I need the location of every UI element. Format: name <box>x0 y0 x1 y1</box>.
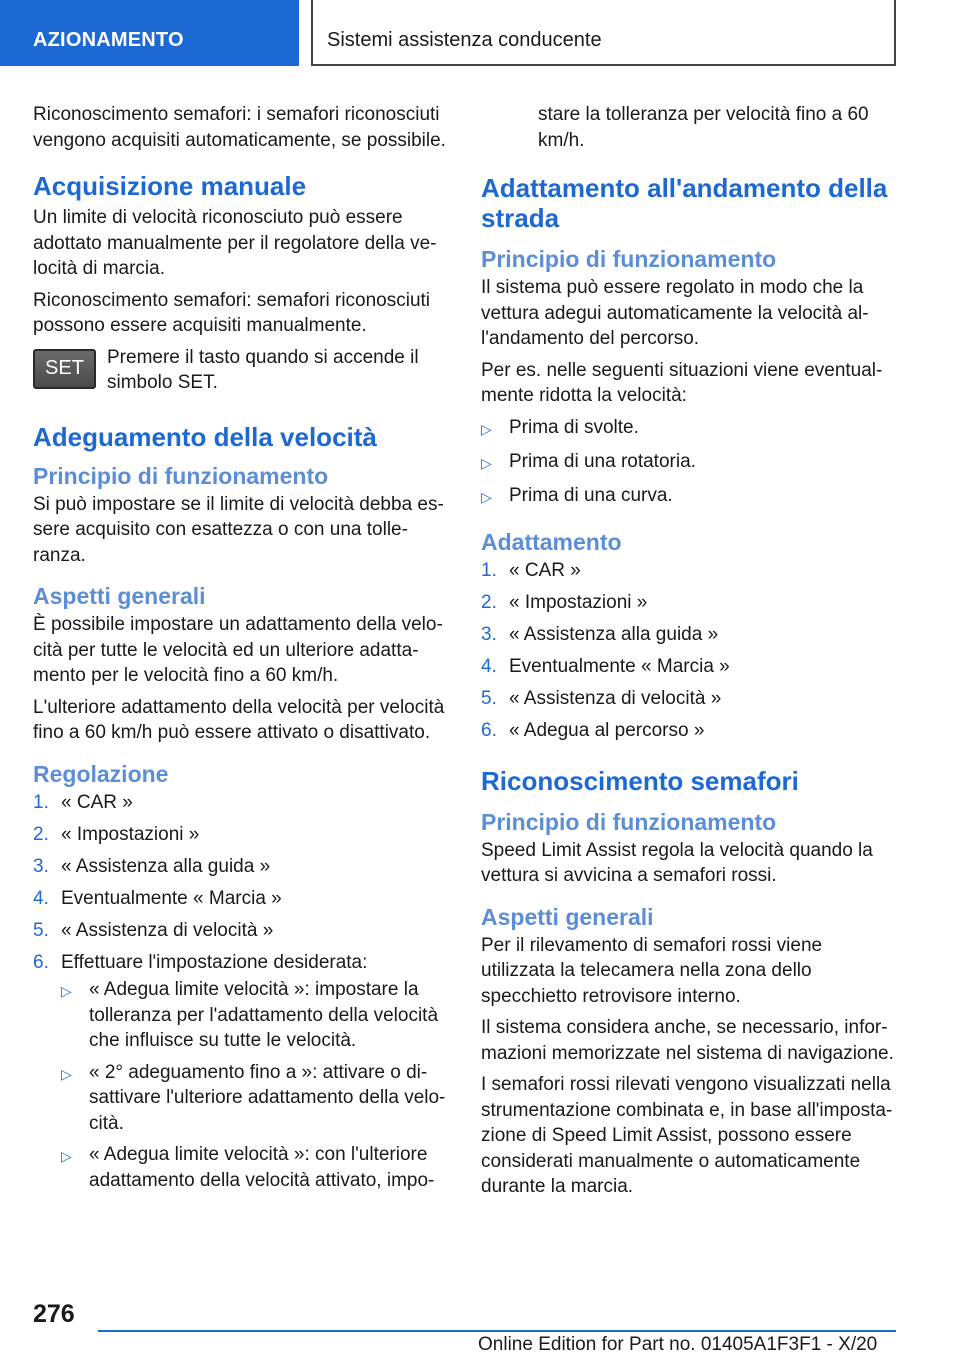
continuation-paragraph: stare la tolleranza per velocità fino a 60 km/h. <box>538 104 869 151</box>
list-item: ▷ Prima di svolte. <box>481 415 896 443</box>
triangle-bullet-icon: ▷ <box>481 488 492 505</box>
heading-principio-2: Principio di funzionamento <box>481 808 777 835</box>
list-item: 6. Effettuare l'impostazione desiderata: ▷ « Adegua limite velocità »: impostare la tolleranza per l'adattamento della velocità che influisce su tutte le velocità. ▷ « 2° adeguamento fino a »: attivare o disattivare l'ulteriore adattamento della velocità. ▷ « Adegua limite velocità »: con l'ulteriore adattamento della velocità attivato, impo- <box>33 950 448 1194</box>
list-item: 3. « Assistenza alla guida » <box>33 855 271 877</box>
chapter-title: Sistemi assistenza conducente <box>311 0 896 66</box>
heading-adeguamento-velocita: Adeguamento della velocità <box>33 421 377 452</box>
list-item: 4. Eventualmente « Marcia » <box>481 656 730 677</box>
list-item: 5. « Assistenza di velocità » <box>33 919 274 941</box>
list-item: ▷ Prima di una rotatoria. <box>481 449 896 477</box>
triangle-bullet-icon: ▷ <box>481 454 492 471</box>
list-item: 2. « Impostazioni » <box>481 592 648 613</box>
heading-adattamento: Adattamento <box>481 529 622 555</box>
aspetti-paragraph-2: Il sistema considera anche, se necessario, informazioni memorizzate nel sistema di navigazione. <box>481 1017 894 1064</box>
page-header <box>0 0 960 66</box>
page-number: 276 <box>33 1300 75 1328</box>
triangle-bullet-icon: ▷ <box>61 983 72 999</box>
footer-divider <box>98 1330 896 1332</box>
heading-adattamento-strada: Adattamento all'andamento della strada <box>481 173 888 233</box>
aspetti-paragraph-1: È possibile impostare un adattamento della velocità per tutte le velocità ed un ulteriore adattamento per le velocità fino a 60 km/h. <box>33 614 443 686</box>
semafori-paragraph: Speed Limit Assist regola la velocità quando la vettura si avvicina a semafori rossi. <box>481 839 873 886</box>
list-item: ▷ Prima di una curva. <box>481 483 896 511</box>
set-button-icon: SET <box>33 349 96 389</box>
aspetti-paragraph-3: I semafori rossi rilevati vengono visualizzati nella strumentazione combinata e, in base all'impostazione di Speed Limit Assist, possono essere considerati manualmente o automaticamente durante la marcia. <box>481 1074 893 1197</box>
list-item: ▷ « Adegua limite velocità »: con l'ulteriore adattamento della velocità attivato, impo- <box>61 1142 448 1193</box>
manual-paragraph-2: Riconoscimento semafori: semafori riconosciuti possono essere acquisiti manualmente. <box>33 289 431 336</box>
list-item: 5. « Assistenza di velocità » <box>481 688 722 709</box>
heading-aspetti-generali-2: Aspetti generali <box>481 903 654 930</box>
heading-principio: Principio di funzionamento <box>481 246 777 272</box>
regolazione-steps <box>33 790 448 1194</box>
section-tab[interactable]: AZIONAMENTO <box>0 0 299 66</box>
sub-options-list <box>61 977 448 1193</box>
set-instruction-text: Premere il tasto quando si accende il simbolo SET. <box>107 346 419 393</box>
list-item: 1. « CAR » <box>481 560 581 581</box>
list-item: ▷ « Adegua limite velocità »: impostare la tolleranza per l'adattamento della velocità che influisce su tutte le velocità. <box>61 977 448 1054</box>
triangle-bullet-icon: ▷ <box>481 420 492 437</box>
aspetti-paragraph-2: L'ulteriore adattamento della velocità per velocità fino a 60 km/h può essere attivato o disattivato. <box>33 696 445 743</box>
aspetti-paragraph-1: Per il rilevamento di semafori rossi viene utilizzata la telecamera nella zona dello specchietto retrovisore interno. <box>481 934 823 1007</box>
list-item: 1. « CAR » <box>33 791 133 813</box>
principio-paragraph-1: Il sistema può essere regolato in modo che la vettura adegui automaticamente la velocità all'andamento del percorso. <box>481 277 869 349</box>
intro-paragraph: Riconoscimento semafori: i semafori riconosciuti vengono acquisiti automaticamente, se possibile. <box>33 104 446 151</box>
principio-paragraph: Si può impostare se il limite di velocità debba essere acquisito con esattezza o con una tolleranza. <box>33 493 444 566</box>
set-instruction <box>33 345 448 396</box>
manual-paragraph-1: Un limite di velocità riconosciuto può essere adottato manualmente per il regolatore della velocità di marcia. <box>33 207 437 279</box>
principio-paragraph-2: Per es. nelle seguenti situazioni viene eventualmente ridotta la velocità: <box>481 359 883 406</box>
right-column <box>481 102 896 1206</box>
list-item: ▷ « 2° adeguamento fino a »: attivare o disattivare l'ulteriore adattamento della velocità. <box>61 1060 448 1137</box>
heading-aspetti-generali: Aspetti generali <box>33 583 206 609</box>
situations-list <box>481 415 896 511</box>
heading-principio: Principio di funzionamento <box>33 462 329 489</box>
left-column <box>33 102 448 1200</box>
list-item: 2. « Impostazioni » <box>33 823 200 845</box>
adattamento-steps <box>481 558 896 744</box>
list-item: 3. « Assistenza alla guida » <box>481 624 719 645</box>
heading-riconoscimento-semafori: Riconoscimento semafori <box>481 765 799 796</box>
edition-text: Online Edition for Part no. 01405A1F3F1 - X/20 <box>478 1334 878 1355</box>
triangle-bullet-icon: ▷ <box>61 1065 72 1082</box>
list-item: 4. Eventualmente « Marcia » <box>33 887 282 909</box>
heading-acquisizione-manuale: Acquisizione manuale <box>33 171 307 201</box>
triangle-bullet-icon: ▷ <box>61 1148 72 1164</box>
list-item: 6. « Adegua al percorso » <box>481 720 705 741</box>
heading-regolazione: Regolazione <box>33 760 169 787</box>
